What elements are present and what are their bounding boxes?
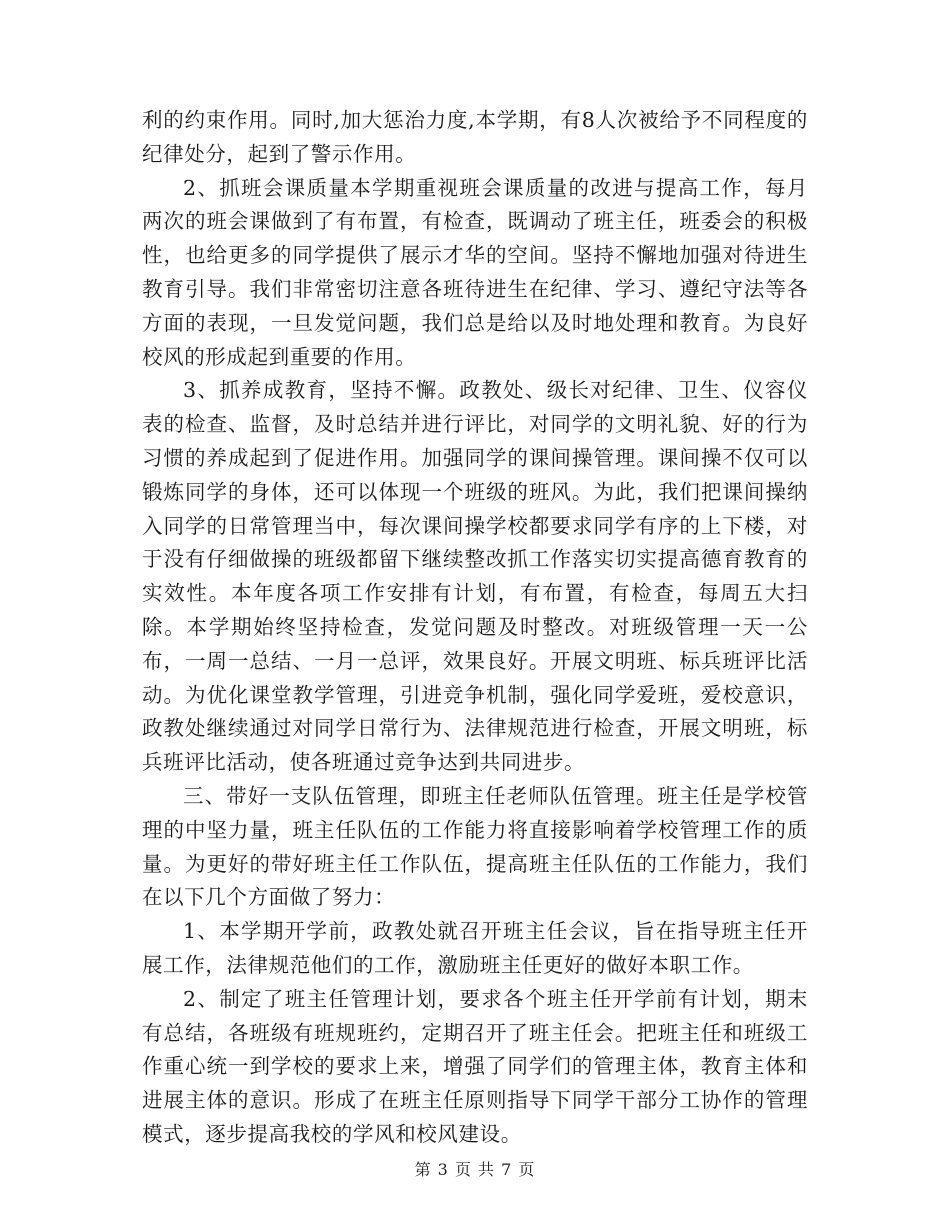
paragraph-item-2: 2、制定了班主任管理计划，要求各个班主任开学前有计划，期末有总结，各班级有班规班约，定期召开了班主任会。把班主任和班级工作重心统一到学校的要求上来，增强了同学们的管理主体，教育主体和进展主体的意识。形成了在班主任原则指导下同学干部分工协作的管理模式，逐步提高我校的学风和校风建设。 — [142, 986, 808, 1146]
paragraph-team-management: 三、带好一支队伍管理，即班主任老师队伍管理。班主任是学校管理的中坚力量，班主任队伍的工作能力将直接影响着学校管理工作的质量。为更好的带好班主任工作队伍，提高班主任队伍的工作能力，我们在以下几个方面做了努力： — [142, 783, 808, 910]
paragraph-item-1: 1、本学期开学前，政教处就召开班主任会议，旨在指导班主任开展工作，法律规范他们的工作，激励班主任更好的做好本职工作。 — [142, 919, 808, 977]
paragraph-habit-education: 3、抓养成教育，坚持不懈。政教处、级长对纪律、卫生、仪容仪表的检查、监督，及时总结并进行评比，对同学的文明礼貌、好的行为习惯的养成起到了促进作用。加强同学的课间操管理。课间操不仅可以锻炼同学的身体，还可以体现一个班级的班风。为此，我们把课间操纳入同学的日常管理当中，每次课间操学校都要求同学有序的上下楼，对于没有仔细做操的班级都留下继续整改抓工作落实切实提高德育教育的实效性。本年度各项工作安排有计划，有布置，有检查，每周五大扫除。本学期始终坚持检查，发觉问题及时整改。对班级管理一天一公布，一周一总结、一月一总评，效果良好。开展文明班、标兵班评比活动。为优化课堂教学管理，引进竞争机制，强化同学爱班，爱校意识，政教处继续通过对同学日常行为、法律规范进行检查，开展文明班，标兵班评比活动，使各班通过竞争达到共同进步。 — [142, 378, 808, 775]
page-number-footer: 第 3 页 共 7 页 — [414, 1160, 536, 1179]
paragraph-class-meeting: 2、抓班会课质量本学期重视班会课质量的改进与提高工作，每月两次的班会课做到了有布置，有检查，既调动了班主任，班委会的积极性，也给更多的同学提供了展示才华的空间。坚持不懈地加强对待进生教育引导。我们非常密切注意各班待进生在纪律、学习、遵纪守法等各方面的表现，一旦发觉问题，我们总是给以及时地处理和教育。为良好校风的形成起到重要的作用。 — [142, 175, 808, 369]
paragraph-continuation: 利的约束作用。同时,加大惩治力度,本学期，有8人次被给予不同程度的纪律处分，起到了警示作用。 — [142, 108, 808, 166]
document-body — [142, 104, 808, 1152]
